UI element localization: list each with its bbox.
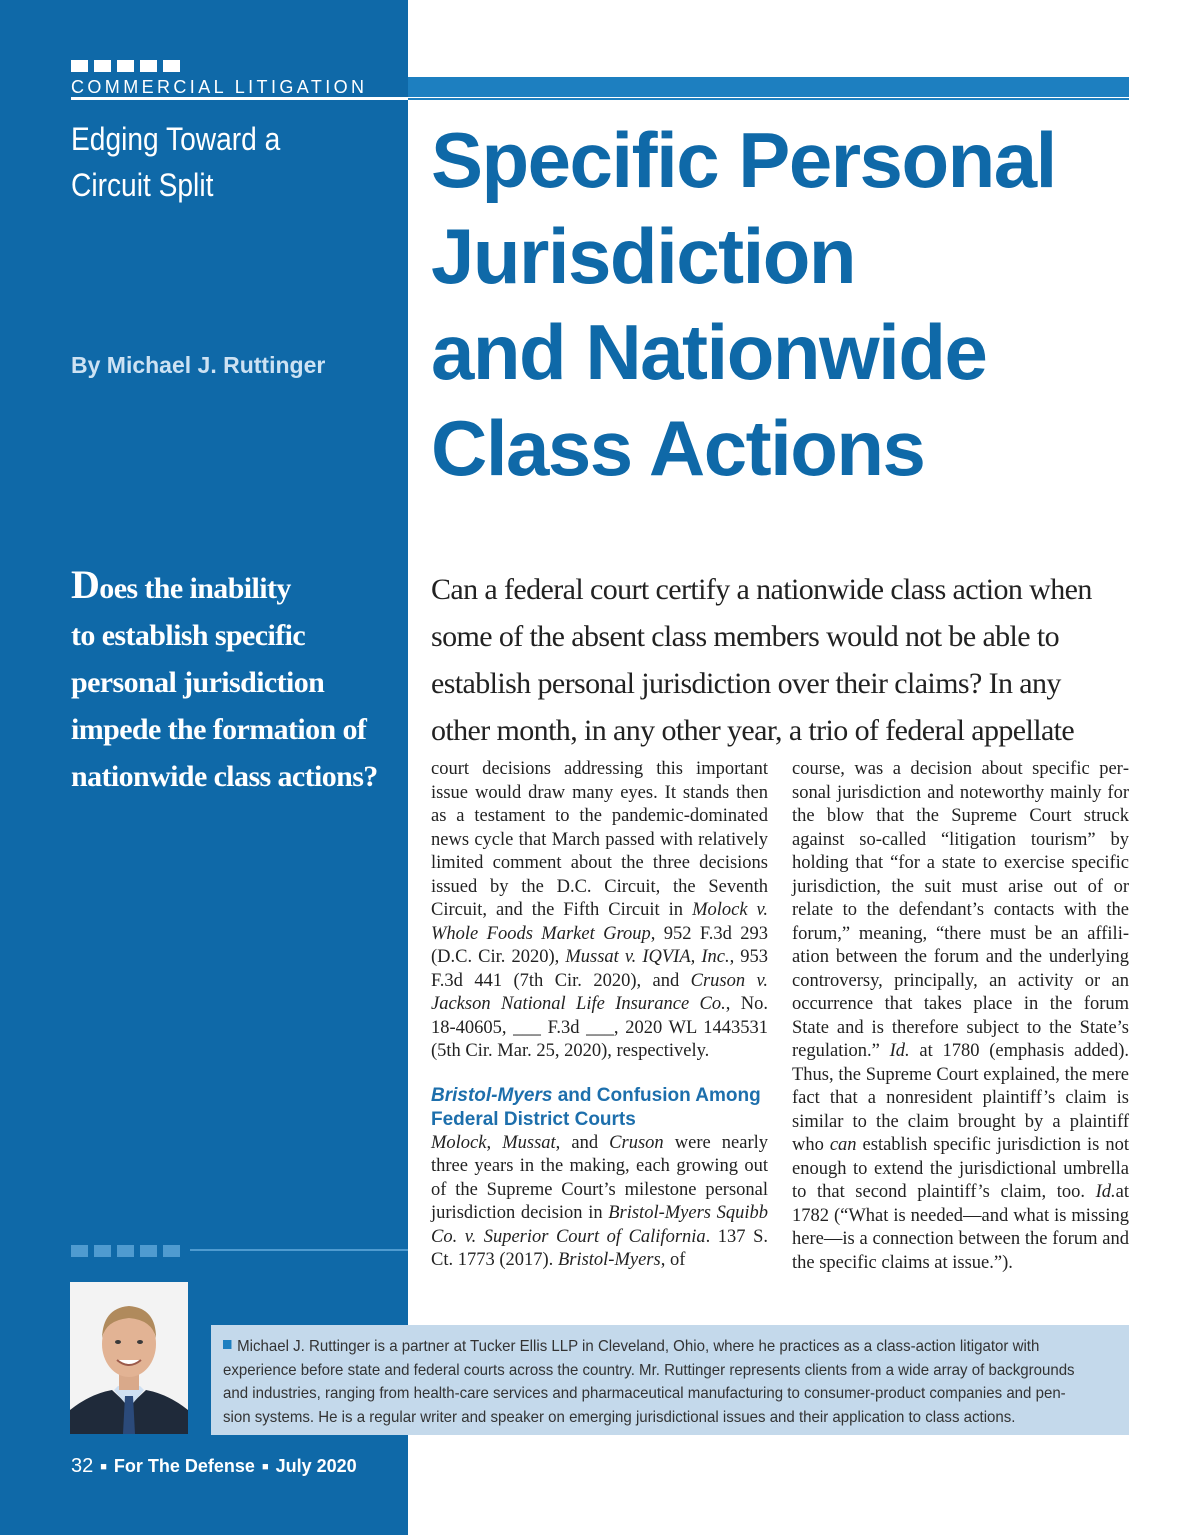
pull-quote-text: oes the inability bbox=[99, 572, 291, 605]
footer-separator-icon: ■ bbox=[261, 1461, 269, 1473]
headline-line: Specific Personal bbox=[431, 116, 1056, 204]
bio-line: and industries, ranging from health-care services and pharmaceutical manufacturing to consumer-product companies and pen- bbox=[223, 1385, 1066, 1402]
author-bio-box bbox=[211, 1325, 1129, 1435]
subtitle-line: Circuit Split bbox=[71, 167, 214, 203]
pull-quote-line: personal jurisdiction bbox=[71, 666, 325, 699]
drop-cap: D bbox=[71, 562, 100, 607]
headline-line: Class Actions bbox=[431, 404, 925, 492]
article-headline bbox=[431, 112, 1151, 496]
subtitle-line: Edging Toward a bbox=[71, 121, 281, 157]
publication-name: For The Defense bbox=[113, 1456, 255, 1476]
author-marker-squares bbox=[71, 1245, 180, 1257]
issue-date: July 2020 bbox=[275, 1456, 357, 1476]
body-column-left bbox=[431, 758, 768, 1273]
body-paragraph: court decisions addressing this important issue would draw many eyes. It stands then as a testament to the pandemic-dominated news cycle that March passed with relatively limited comment about the three decisions issued by the D.C. Circuit, the Seventh Circuit, and the Fifth Circuit in Molock v. Whole Foods Market Group, 952 F.3d 293 (D.C. Cir. 2020), Mussat v. IQVIA, Inc., 953 F.3d 441 (7th Cir. 2020), and Cruson v. Jackson National Life Insurance Co., No. 18-40605, ___ F.3d ___, 2020 WL 1443531 (5th Cir. Mar. 25, 2020), respectively. bbox=[431, 759, 769, 1061]
page-footer bbox=[71, 1455, 357, 1478]
body-paragraph: Molock, Mussat, and Cruson were nearly three years in the making, each growing out of the Supreme Court’s milestone personal jurisdiction decision in Bristol-Myers Squibb Co. v. Superior Court of California. 137 S. Ct. 1773 (2017). Bristol-Myers, of bbox=[431, 1132, 769, 1270]
intro-line: some of the absent class members would not be able to bbox=[431, 620, 1060, 653]
author-photo bbox=[70, 1282, 188, 1434]
section-rule-thin bbox=[408, 98, 1129, 100]
headline-line: and Nationwide bbox=[431, 308, 987, 396]
section-marker-squares bbox=[71, 60, 180, 72]
pull-quote-line bbox=[71, 561, 391, 612]
bullet-square-icon bbox=[223, 1340, 231, 1349]
intro-line: establish personal jurisdiction over their claims? In any bbox=[431, 667, 1061, 700]
author-bio bbox=[223, 1335, 1075, 1429]
article-intro bbox=[431, 566, 1131, 754]
pull-quote-line: impede the formation of bbox=[71, 713, 367, 746]
bio-line: Michael J. Ruttinger is a partner at Tucker Ellis LLP in Cleveland, Ohio, where he practices as a class-action litigator with bbox=[223, 1335, 1069, 1359]
pull-quote bbox=[71, 561, 391, 800]
bio-line: experience before state and federal courts across the country. Mr. Ruttinger represents clients from a wide array of backgrounds bbox=[223, 1361, 1075, 1379]
intro-line: other month, in any other year, a trio of federal appellate bbox=[431, 714, 1075, 747]
pull-quote-line: to establish specific bbox=[71, 619, 306, 652]
intro-line: Can a federal court certify a nationwide class action when bbox=[431, 573, 1092, 606]
footer-separator-icon: ■ bbox=[100, 1461, 107, 1473]
bio-line: sion systems. He is a regular writer and speaker on emerging jurisdictional issues and their application to class actions. bbox=[223, 1408, 1016, 1426]
headline-line: Jurisdiction bbox=[431, 212, 856, 300]
page-number: 32 bbox=[71, 1455, 94, 1477]
author-marker-rule bbox=[190, 1249, 408, 1251]
body-column-right bbox=[792, 758, 1129, 1275]
byline: By Michael J. Ruttinger bbox=[71, 352, 326, 378]
pull-quote-line: nationwide class actions? bbox=[71, 760, 378, 793]
article-subtitle bbox=[71, 116, 353, 208]
section-label: COMMERCIAL LITIGATION bbox=[71, 77, 368, 97]
section-rule-bar bbox=[408, 77, 1129, 97]
section-rule-side bbox=[71, 97, 408, 100]
section-subhead: Bristol-Myers and Confusion Among Federal District Courts bbox=[431, 1084, 761, 1130]
body-paragraph: course, was a decision about specific personal jurisdiction and noteworthy mainly for the blow that the Supreme Court struck against so-called “litigation tourism” by holding that “for a state to exercise specific jurisdiction, the suit must arise out of or relate to the defendant’s contacts with the forum,” meaning, “there must be an affiliation between the forum and the underlying controversy, principally, an activity or an occurrence that takes place in the forum State and is therefore subject to the State’s regulation.” Id. at 1780 (emphasis added). Thus, the Supreme Court explained, the mere fact that a nonresident plaintiff’s claim is similar to the claim brought by a plaintiff who can establish specific jurisdiction is not enough to extend the jurisdictional umbrella to that second plaintiff’s claim, too. Id.at 1782 (“What is needed—and what is missing here—is a connection between the forum and the specific claims at issue.”). bbox=[792, 759, 1130, 1273]
